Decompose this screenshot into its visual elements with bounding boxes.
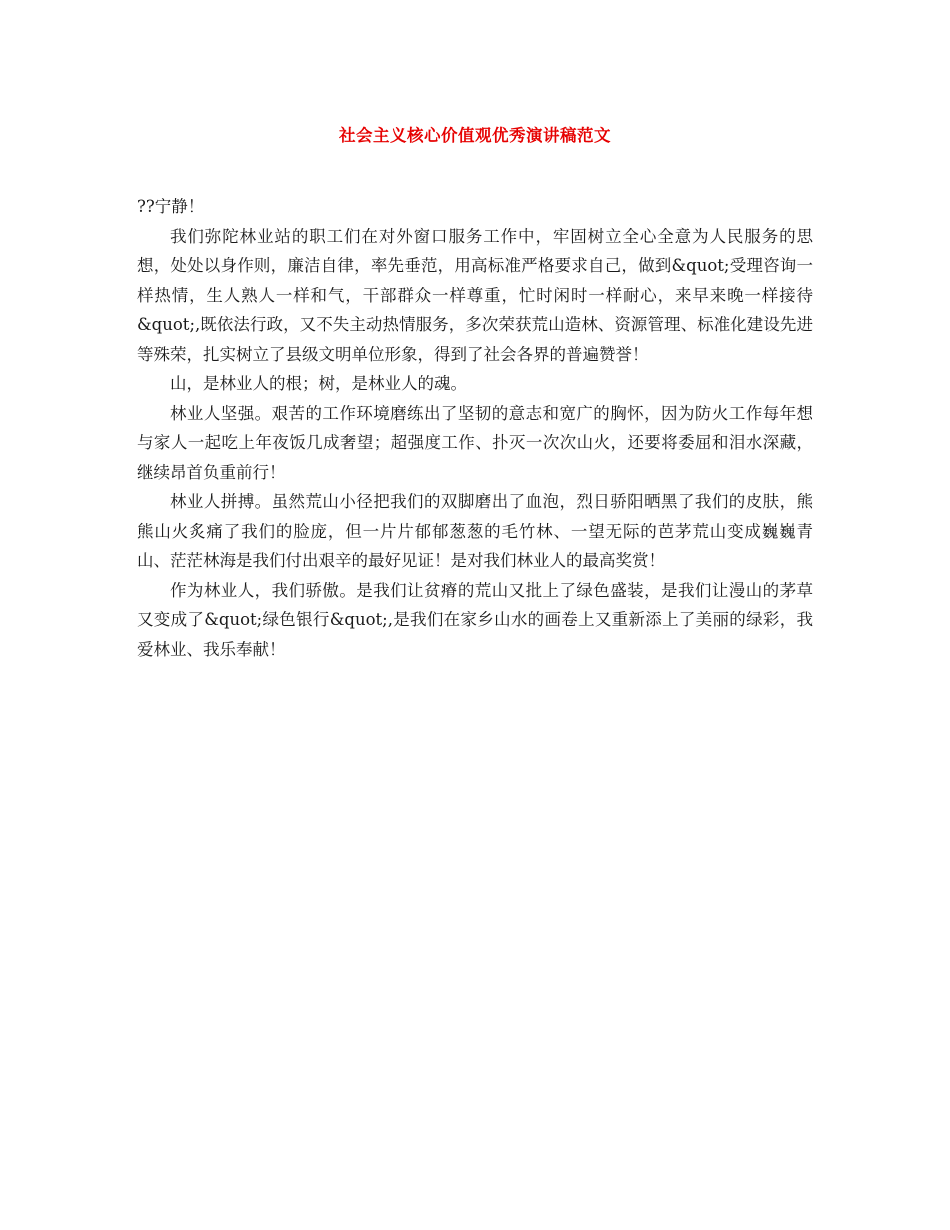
paragraph-5: 作为林业人，我们骄傲。是我们让贫瘠的荒山又批上了绿色盛装，是我们让漫山的茅草又变成了&quot;绿色银行&quot;,是我们在家乡山水的画卷上又重新添上了美丽的绿彩，我爱林业、我乐奉献！ <box>137 580 813 659</box>
document-body <box>137 192 813 664</box>
greeting: ??宁静！ <box>137 197 205 216</box>
paragraph-1: 我们弥陀林业站的职工们在对外窗口服务工作中，牢固树立全心全意为人民服务的思想，处处以身作则，廉洁自律，率先垂范，用高标准严格要求自己，做到&quot;受理咨询一样热情，生人熟人一样和气，干部群众一样尊重，忙时闲时一样耐心，来早来晚一样接待&quot;,既依法行政，又不失主动热情服务，多次荣获荒山造林、资源管理、标准化建设先进等殊荣，扎实树立了县级文明单位形象，得到了社会各界的普遍赞誉！ <box>137 226 813 364</box>
paragraph-4: 林业人拼搏。虽然荒山小径把我们的双脚磨出了血泡，烈日骄阳晒黑了我们的皮肤，熊熊山火炙痛了我们的脸庞，但一片片郁郁葱葱的毛竹林、一望无际的芭茅荒山变成巍巍青山、茫茫林海是我们付出艰辛的最好见证！是对我们林业人的最高奖赏！ <box>137 492 813 570</box>
paragraph-2: 山，是林业人的根；树，是林业人的魂。 <box>170 374 467 393</box>
paragraph-3: 林业人坚强。艰苦的工作环境磨练出了坚韧的意志和宽广的胸怀，因为防火工作每年想与家人一起吃上年夜饭几成奢望；超强度工作、扑灭一次次山火，还要将委屈和泪水深藏，继续昂首负重前行！ <box>137 403 813 482</box>
document-title: 社会主义核心价值观优秀演讲稿范文 <box>339 126 611 145</box>
